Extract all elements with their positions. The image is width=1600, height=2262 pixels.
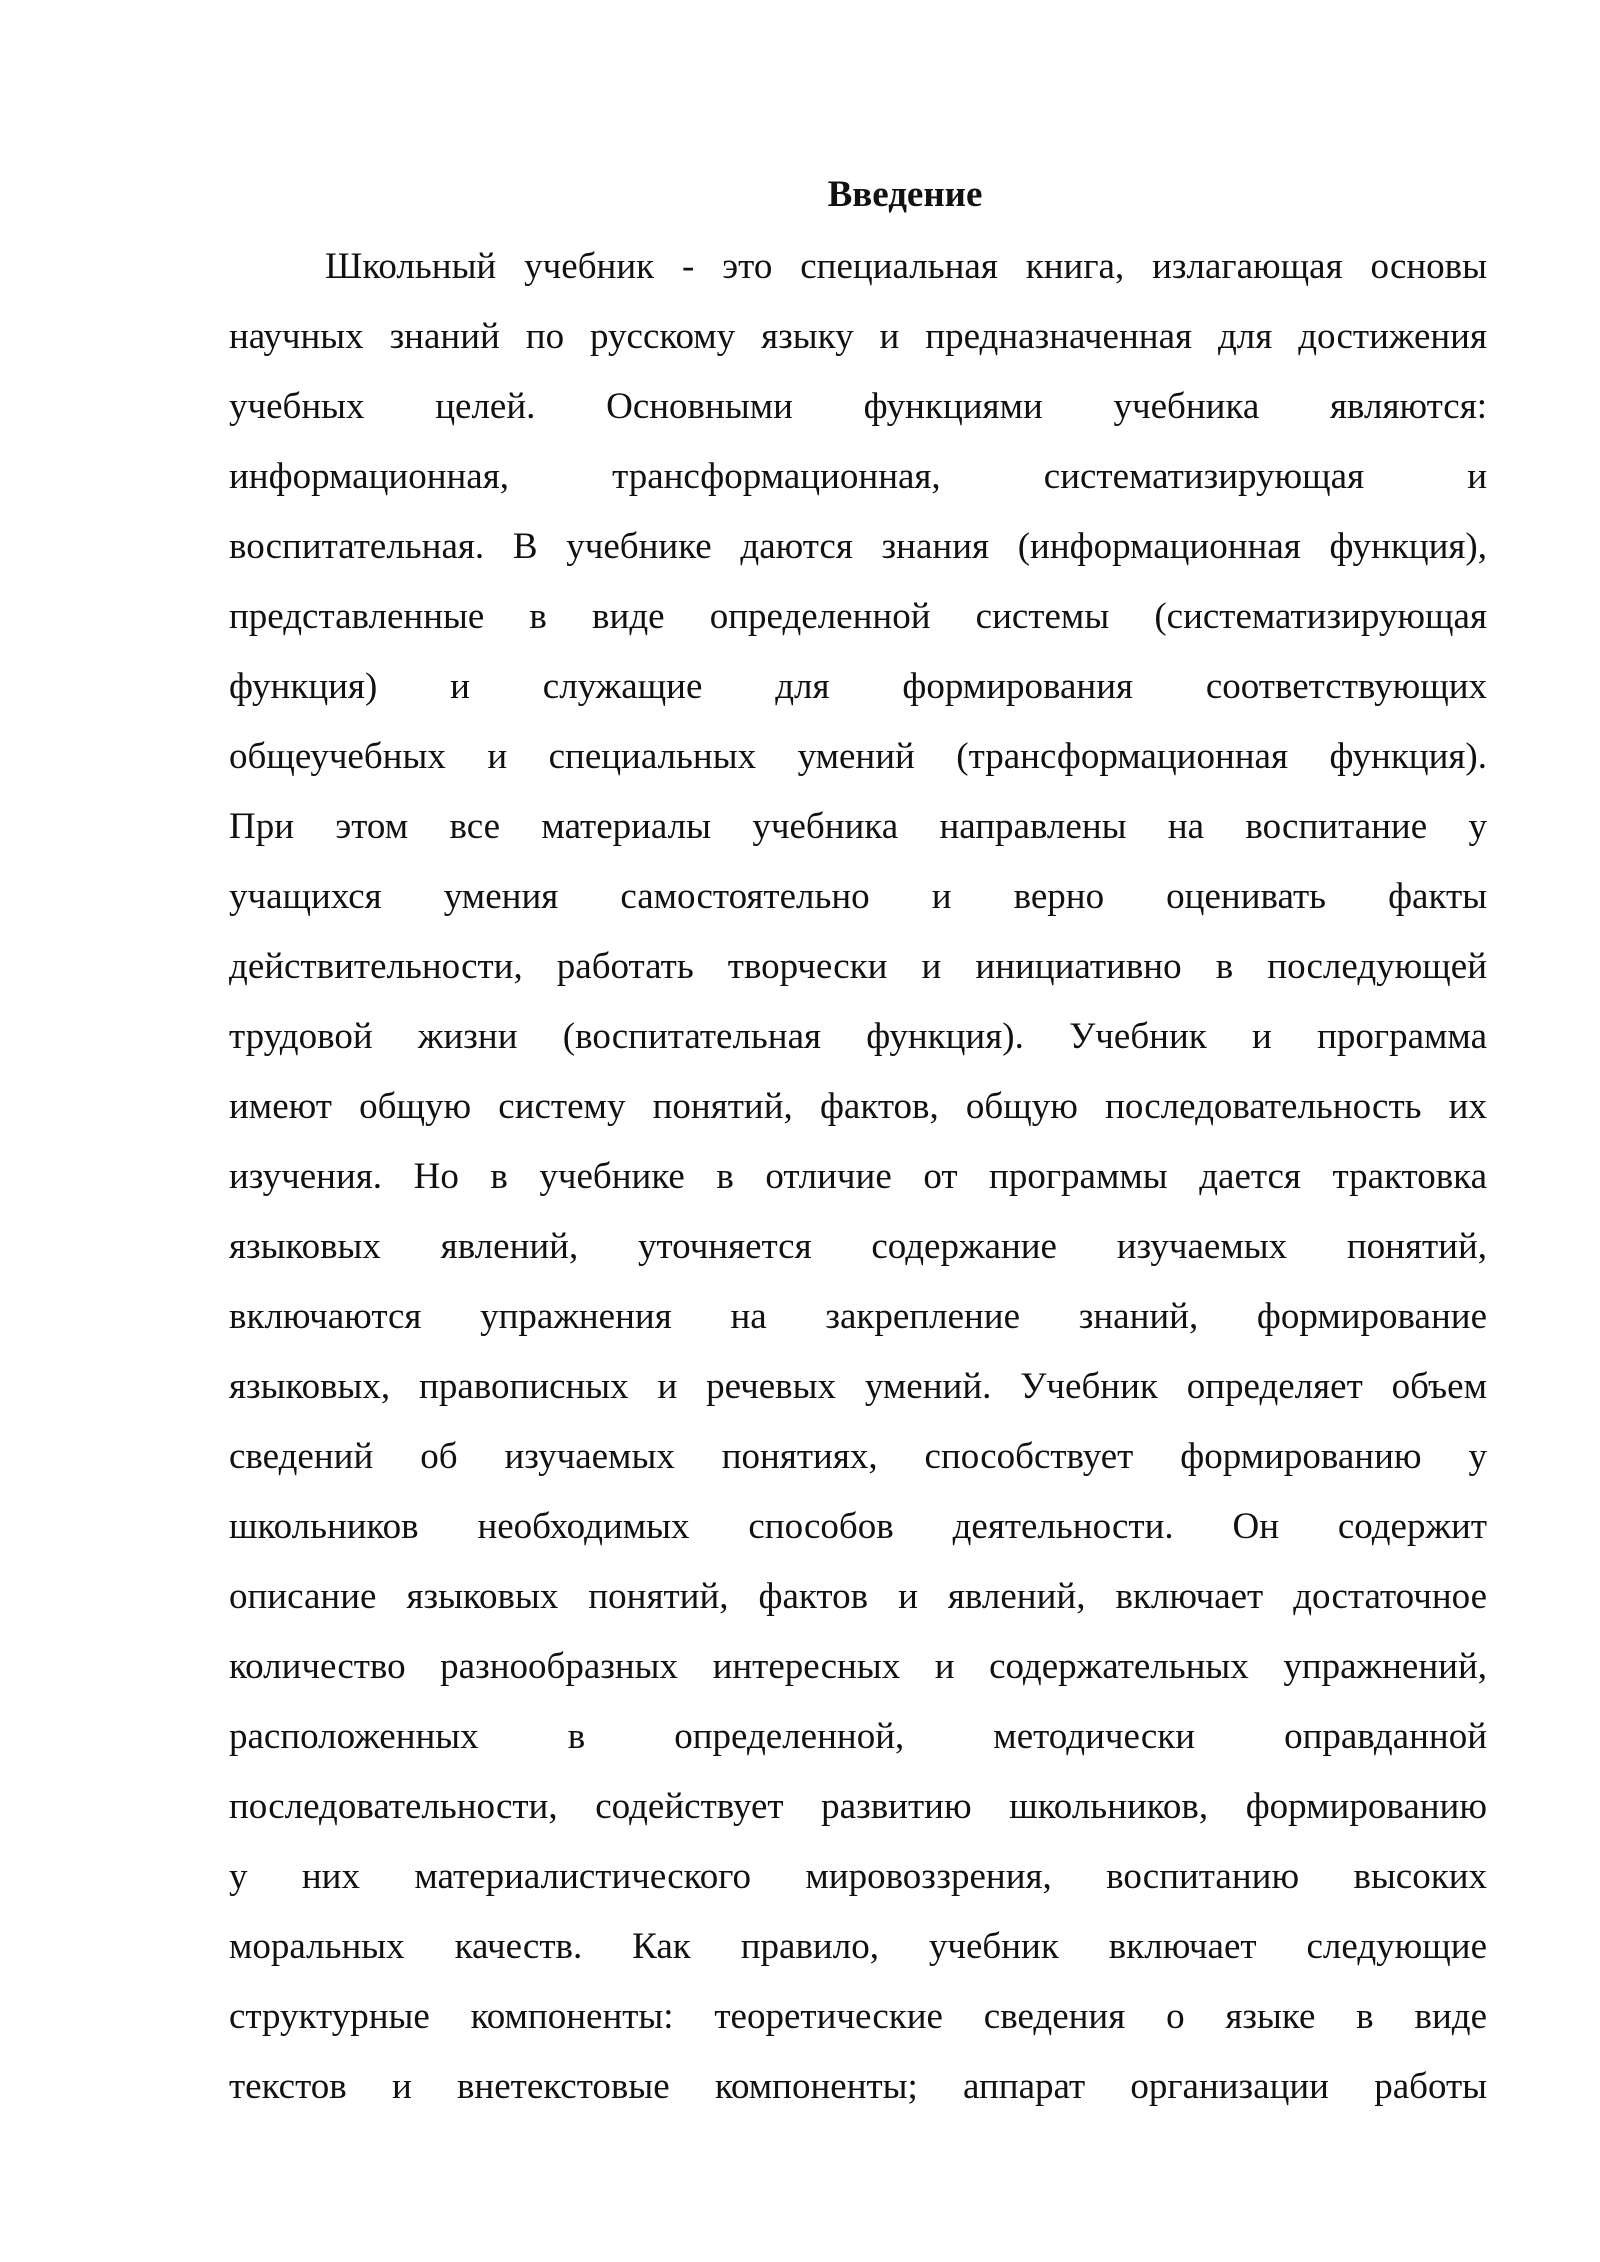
text-line: функция) и служащие для формирования соответствующих [229, 666, 1487, 707]
text-line: общеучебных и специальных умений (трансформационная функция). [229, 736, 1487, 777]
text-line: языковых явлений, уточняется содержание изучаемых понятий, [229, 1226, 1487, 1267]
text-line: включаются упражнения на закрепление знаний, формирование [229, 1296, 1487, 1337]
text-line: учащихся умения самостоятельно и верно оценивать факты [229, 876, 1487, 917]
text-line: представленные в виде определенной системы (систематизирующая [229, 596, 1487, 637]
text-line: школьников необходимых способов деятельности. Он содержит [229, 1506, 1487, 1547]
text-line: научных знаний по русскому языку и предназначенная для достижения [229, 316, 1487, 357]
text-line: структурные компоненты: теоретические сведения о языке в виде [229, 1996, 1487, 2037]
page-title: Введение [827, 174, 983, 215]
text-line: описание языковых понятий, фактов и явлений, включает достаточное [229, 1576, 1487, 1617]
text-line: трудовой жизни (воспитательная функция). Учебник и программа [229, 1016, 1487, 1057]
text-line: текстов и внетекстовые компоненты; аппарат организации работы [229, 2066, 1487, 2107]
text-line: изучения. Но в учебнике в отличие от программы дается трактовка [229, 1156, 1487, 1197]
text-line: сведений об изучаемых понятиях, способствует формированию у [229, 1436, 1487, 1477]
text-line: у них материалистического мировоззрения, воспитанию высоких [229, 1856, 1487, 1897]
text-line: информационная, трансформационная, систематизирующая и [229, 456, 1487, 497]
text-line: действительности, работать творчески и инициативно в последующей [229, 946, 1487, 987]
text-line: учебных целей. Основными функциями учебника являются: [229, 386, 1487, 427]
text-line: имеют общую систему понятий, фактов, общую последовательность их [229, 1086, 1487, 1127]
text-line: При этом все материалы учебника направлены на воспитание у [229, 806, 1487, 847]
text-line: количество разнообразных интересных и содержательных упражнений, [229, 1646, 1487, 1687]
body-paragraph [229, 232, 1487, 2122]
text-line: языковых, правописных и речевых умений. Учебник определяет объем [229, 1366, 1487, 1407]
text-line: Школьный учебник - это специальная книга, излагающая основы [325, 246, 1487, 287]
text-line: воспитательная. В учебнике даются знания (информационная функция), [229, 526, 1487, 567]
text-line: последовательности, содействует развитию школьников, формированию [229, 1786, 1487, 1827]
text-line: расположенных в определенной, методически оправданной [229, 1716, 1487, 1757]
text-line: моральных качеств. Как правило, учебник включает следующие [229, 1926, 1487, 1967]
